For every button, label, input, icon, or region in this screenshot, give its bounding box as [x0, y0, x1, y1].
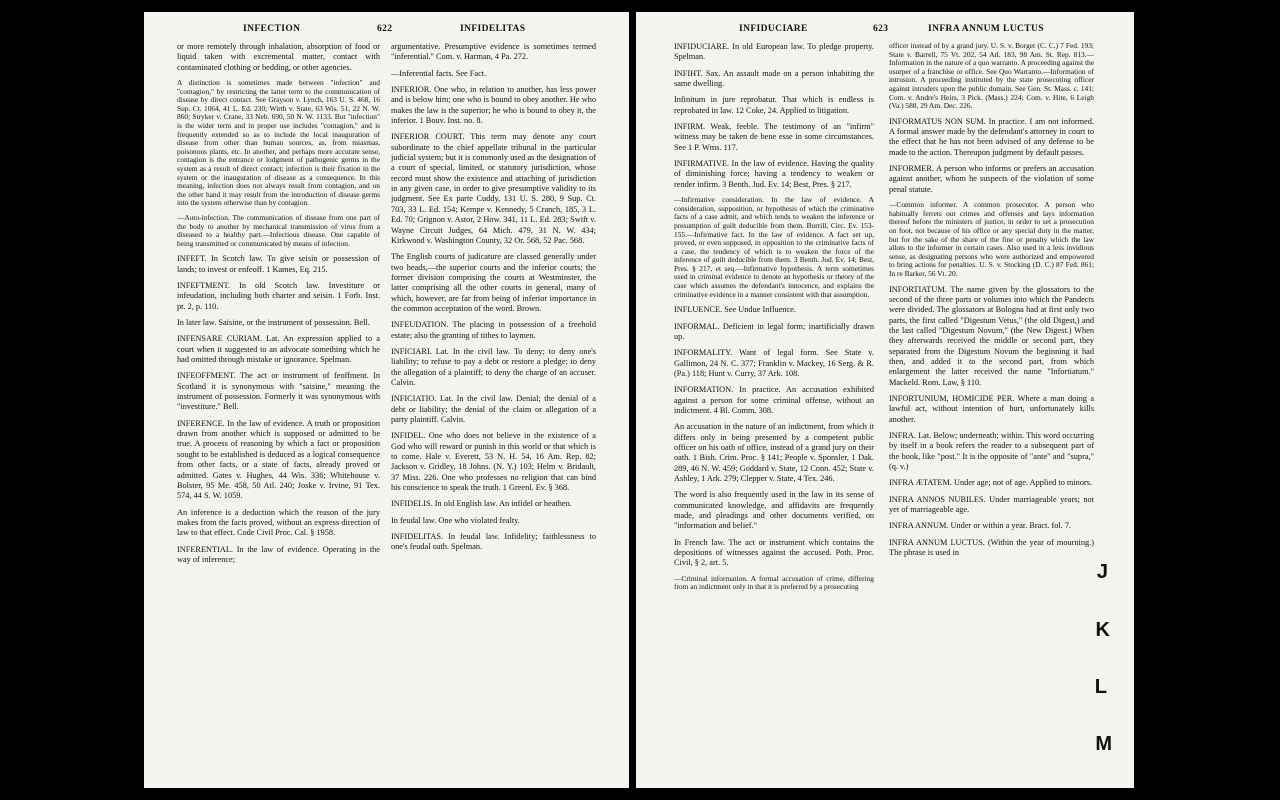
- entry-text: An accusation in the nature of an indictment, from which it differs only in being presented by a competent public officer on his oath of office, instead of a grand jury on their oath. 1 Bish. Crim. Proc. § 141; People v. Sponsler, 1 Dak. 289, 46 N. W. 459; Goddard v. State, 12 Conn. 452; State v. Ashley, 1 Ark. 279; Clepper v. State, 4 Tex. 246.: [674, 422, 874, 484]
- entry-text: —Inferential facts. See Fact.: [391, 68, 487, 78]
- entry-text: INFORMER. A person who informs or prefers an accusation against another, whom he suspects of the violation of some penal statute.: [889, 164, 1094, 194]
- entry-text: INFIHT. Sax. An assault made on a person inhabiting the same dwelling.: [674, 68, 874, 89]
- entry-text: INFORTIATUM. The name given by the glossators to the second of the three parts or volumes into which the Pandects were divided. The glossators at Bologna had at first only two parts, the first called "Digestum Vetus," (the old Digest,) and the last called "Digestum Novum," (the New Digest.) When they afterwards received the middle or second part, they separated from the Digestum Novum the beginning it had then, and added it to the second part, from which enlargement the latter received the name "Infortiatum." Mackeld. Rom. Law, § 110.: [889, 284, 1094, 387]
- page-number: 623: [873, 24, 889, 34]
- entry-text: INFLUENCE. See Undue Influence.: [674, 305, 796, 315]
- entry-text: INFIDELIS. In old English law. An infidel or heathen.: [391, 499, 572, 509]
- running-head-left-page: [144, 24, 629, 38]
- entry-text: Infinitum in jure reprobatur. That which is endless is reprobated in law. 12 Coke, 24. Applied to litigation.: [674, 95, 874, 115]
- entry-text: INFIDUCIARE. In old European law. To pledge property. Spelman.: [674, 42, 874, 62]
- thumb-index-letter: M: [1095, 733, 1112, 755]
- text-column-2: [889, 42, 1094, 782]
- entry-text: INFRA ANNUM LUCTUS. (Within the year of mourning.) The phrase is used in: [889, 537, 1094, 558]
- entry-text: INFRA. Lat. Below; underneath; within. This word occurring by itself in a book refers the reader to a subsequent part of the book, like "post." It is the opposite of "ante" and "supra," (q. v.): [889, 430, 1094, 471]
- entry-text: INFICIARI. Lat. In the civil law. To deny; to deny one's liability; to refuse to pay a debt or restore a pledge; to deny the allegation of a plaintiff; to deny the charge of an accuser. Calvin.: [391, 346, 596, 387]
- text-column-1: [674, 42, 874, 782]
- entry-text: INFIDELITAS. In feudal law. Infidelity; faithlessness to one's feudal oath. Spelman.: [391, 532, 596, 552]
- entry-text: INFORMAL. Deficient in legal form; inartificially drawn up.: [674, 321, 874, 341]
- entry-text: INFRA ANNOS NUBILES. Under marriageable years; not yet of marriageable age.: [889, 494, 1094, 515]
- entry-text: INFICIATIO. Lat. In the civil law. Denial; the denial of a debt or liability; the denial of the claim or allegation of a party plaintiff. Calvin.: [391, 394, 596, 424]
- entry-text: INFRA ÆTATEM. Under age; not of age. Applied to minors.: [889, 478, 1093, 488]
- entry-text: —Common informer. A common prosecutor. A person who habitually ferrets out crimes and offenses and lays information thereof before the ministers of justice, in order to set a prosecution on foot, not because of his office or any special duty in the matter, but for the sake of the share of the fine or penalty which the law allots to the informer in certain cases. Also used in a less invidious sense, as designating persons who were authorized and empowered to bring actions for penalties. U. S. v. Stocking (D. C.) 87 Fed. 861; In re Barker, 56 Vt. 20.: [889, 200, 1094, 278]
- left-page: [144, 12, 629, 788]
- running-head-right-page: [636, 24, 1134, 38]
- page-number: 622: [377, 24, 393, 34]
- entry-text: In later law. Saisine, or the instrument of possession. Bell.: [177, 318, 370, 328]
- entry-text: argumentative. Presumptive evidence is sometimes termed "inferential." Com. v. Harman, 4 Pa. 272.: [391, 42, 596, 62]
- entry-text: INFIDEL. One who does not believe in the existence of a God who will reward or punish in this world or that which is to come. Hale v. Everett, 53 N. H. 54, 16 Am. Rep. 82; Jackson v. Gridley, 18 Johns. (N. Y.) 103; Helm v. Bridault, 37 Miss. 226. One who professes no religion that can bind his conscience to speak the truth. 1 Greenl. Ev. § 368.: [391, 431, 596, 493]
- entry-text: The English courts of judicature are classed generally under two heads,—the superior courts and the inferior courts; the former division comprising the courts at Westminster, the latter comprising all the other courts in general, many of which, however, are far from being of inferior importance in the common acceptation of the word. Brown.: [391, 252, 596, 313]
- entry-text: INFEFT. In Scotch law. To give seisin or possession of lands; to invest or enfeoff. 1 Kames, Eq. 215.: [177, 254, 380, 274]
- entry-text: officer instead of by a grand jury. U. S. v. Borger (C. C.) 7 Fed. 193; State v. Barrell, 75 Vt. 202, 54 Atl. 183, 98 Am. St. Rep. 813.—Information in the nature of a quo warranto. A proceeding against the usurper of a franchise or office. See Quo Warranto.—Information of intrusion. A proceeding instituted by the state prosecuting officer against intruders upon the public domain. See Gen. St. Mass. c. 141; Com. v. Andre's Heirs, 3 Pick. (Mass.) 224; Com. v. Hite, 6 Leigh (Va.) 588, 29 Am. Dec. 226.: [889, 42, 1094, 111]
- entry-text: INFORMALITY. Want of legal form. See State v. Gallimon, 24 N. C. 377; Franklin v. Mackey, 16 Serg. & R. (Pa.) 118; Hunt v. Curry, 37 Ark. 108.: [674, 348, 874, 378]
- entry-text: INFIRMATIVE. In the law of evidence. Having the quality of diminishing force; having a tendency to weaken or render infirm. 3 Benth. Jud. Ev. 14; Best, Pres. § 217.: [674, 159, 874, 189]
- entry-text: In French law. The act or instrument which contains the depositions of witnesses against the accused. Poth. Proc. Civil, § 2, art. 5.: [674, 537, 874, 568]
- entry-text: INFORMATUS NON SUM. In practice. I am not informed. A formal answer made by the defendant's attorney in court to the effect that he has not been advised of any defense to be made to the action. Thereupon judgment by default passes.: [889, 116, 1094, 157]
- entry-text: An inference is a deduction which the reason of the jury makes from the facts proved, without an express direction of law to that effect. Code Civil Proc. Cal. § 1958.: [177, 507, 380, 538]
- right-page: [636, 12, 1134, 788]
- guide-word-last: INFRA ANNUM LUCTUS: [928, 24, 1044, 34]
- guide-word-first: INFIDUCIARE: [739, 24, 808, 34]
- entry-text: The word is also frequently used in the law in its sense of communicated knowledge, and affidavits are frequently made, and pleadings and other documents verified, on "information and belief.": [674, 490, 874, 531]
- entry-text: INFEUDATION. The placing in possession of a freehold estate; also the granting of tithes to laymen.: [391, 320, 596, 340]
- entry-text: INFENSARE CURIAM. Lat. An expression applied to a court when it suggested to an advocate something which he had omitted through mistake or ignorance. Spelman.: [177, 334, 380, 365]
- entry-text: or more remotely through inhalation, absorption of food or liquid taken with excremental matter, contact with contaminated clothing or bedding, or other agencies.: [177, 42, 380, 72]
- entry-text: INFORTUNIUM, HOMICIDE PER. Where a man doing a lawful act, without intention of hurt, unfortunately kills another.: [889, 393, 1094, 424]
- guide-word-last: INFIDELITAS: [460, 24, 526, 34]
- thumb-index-letter: L: [1094, 676, 1107, 698]
- entry-text: INFIRM. Weak, feeble. The testimony of an "infirm" witness may be taken de bene esse in some circumstances. See 1 P. Wms. 117.: [674, 122, 874, 152]
- entry-text: In feudal law. One who violated fealty.: [391, 515, 520, 525]
- entry-text: —Infirmative consideration. In the law of evidence. A consideration, supposition, or hypothesis of which the criminative facts of a case admit, and which tends to weaken the inference or presumption of guilt deducible from them. Burrill, Circ. Ev. 153-155.—Infirmative fact. In the law of evidence. A fact set up, proved, or even supposed, in opposition to the criminative facts of a case, the tendency of which is to weaken the force of the inference of guilt deducible from them. 3 Benth. Jud. Ev. 14; Best, Pres. § 217, et seq.—Infirmative hypothesis. A term sometimes used in criminal evidence to denote an hypothesis or theory of the case which assumes the defendant's innocence, and explains the criminative evidence in a manner consistent with that assumption.: [674, 195, 874, 299]
- entry-text: INFEOFFMENT. The act or instrument of feoffment. In Scotland it is synonymous with "saisine," meaning the instrument of possession. Formerly it was synonymous with "investiture." Bell.: [177, 371, 380, 412]
- text-column-2: [391, 42, 596, 782]
- entry-text: INFERENCE. In the law of evidence. A truth or proposition drawn from another which is supposed or admitted to be true. A process of reasoning by which a fact or proposition sought to be established is deduced as a logical consequence from other facts, or a state of facts, already proved or admitted. Gates v. Hughes, 44 Wis. 336; Whitehouse v. Bolster, 95 Me. 458, 50 Atl. 240; Joske v. Irvine, 91 Tex. 574, 44 S. W. 1059.: [177, 418, 380, 501]
- entry-text: INFERIOR. One who, in relation to another, has less power and is below him; one who is bound to obey another. He who makes the law is the superior; he who is bound to obey it, the inferior. 1 Bouv. Inst. no. 8.: [391, 85, 596, 126]
- text-column-1: [177, 42, 380, 782]
- entry-text: INFRA ANNUM. Under or within a year. Bract. fol. 7.: [889, 521, 1072, 531]
- entry-text: INFERENTIAL. In the law of evidence. Operating in the way of inference;: [177, 544, 380, 564]
- entry-text: A distinction is sometimes made between "infection" and "contagion," by restricting the latter term to the communication of disease by direct contact. See Grayson v. Lynch, 163 U. S. 468, 16 Sup. Ct. 1064, 41 L. Ed. 230; Wirth v. State, 63 Wis. 51, 22 N. W. 860; Stryker v. Crane, 33 Neb. 690, 50 N. W. 1133. But "infection" is the wider term and in proper use includes "contagion," and is frequently extended so as to include the local inauguration of disease from other than human sources, as, from miasmas, poisonous plants, etc. In another, and perhaps more accurate sense, contagion is the entrance or lodgment of pathogenic germs in the system as a result of direct contact; infection is their fixation in the system or the inauguration of disease as a consequence. In this meaning, infection does not always result from contagion, and on the other hand it may result from the introduction of disease germs into the system otherwise than by contagion.: [177, 78, 380, 208]
- guide-word-first: INFECTION: [243, 24, 301, 34]
- thumb-index-letter: K: [1095, 619, 1110, 641]
- entry-text: INFEFTMENT. In old Scotch law. Investiture or infeudation, including both charter and seisin. 1 Forb. Inst. pt. 2, p. 110.: [177, 281, 380, 311]
- entry-text: —Criminal information. A formal accusation of crime, differing from an indictment only in that it is preferred by a prosecuting: [674, 573, 874, 592]
- entry-text: INFERIOR COURT. This term may denote any court subordinate to the chief appellate tribunal in the particular judicial system; but it is commonly used as the designation of a court of special, limited, or statutory jurisdiction, whose record must show the existence and attaching of jurisdiction in any given case, in order to give presumptive validity to its judgment. See Ex parte Cuddy, 131 U. S. 280, 9 Sup. Ct. 703, 33 L. Ed. 154; Kempe v. Kennedy, 5 Cranch, 185, 3 L. Ed. 70; Grignon v. Astor, 2 How. 341, 11 L. Ed. 283; Swift v. Wayne Circuit Judges, 64 Mich. 479, 31 N. W. 434; Kirkwood v. Washington County, 32 Or. 568, 52 Pac. 568.: [391, 132, 596, 245]
- entry-text: —Auto-infection. The communication of disease from one part of the body to another by mechanical transmission of virus from a diseased to a healthy part.—Infectious disease. One capable of being transmitted or communicated by means of infection.: [177, 212, 380, 248]
- thumb-index-letter: J: [1096, 561, 1108, 583]
- entry-text: INFORMATION. In practice. An accusation exhibited against a person for some criminal offense, without an indictment. 4 Bl. Comm. 308.: [674, 385, 874, 415]
